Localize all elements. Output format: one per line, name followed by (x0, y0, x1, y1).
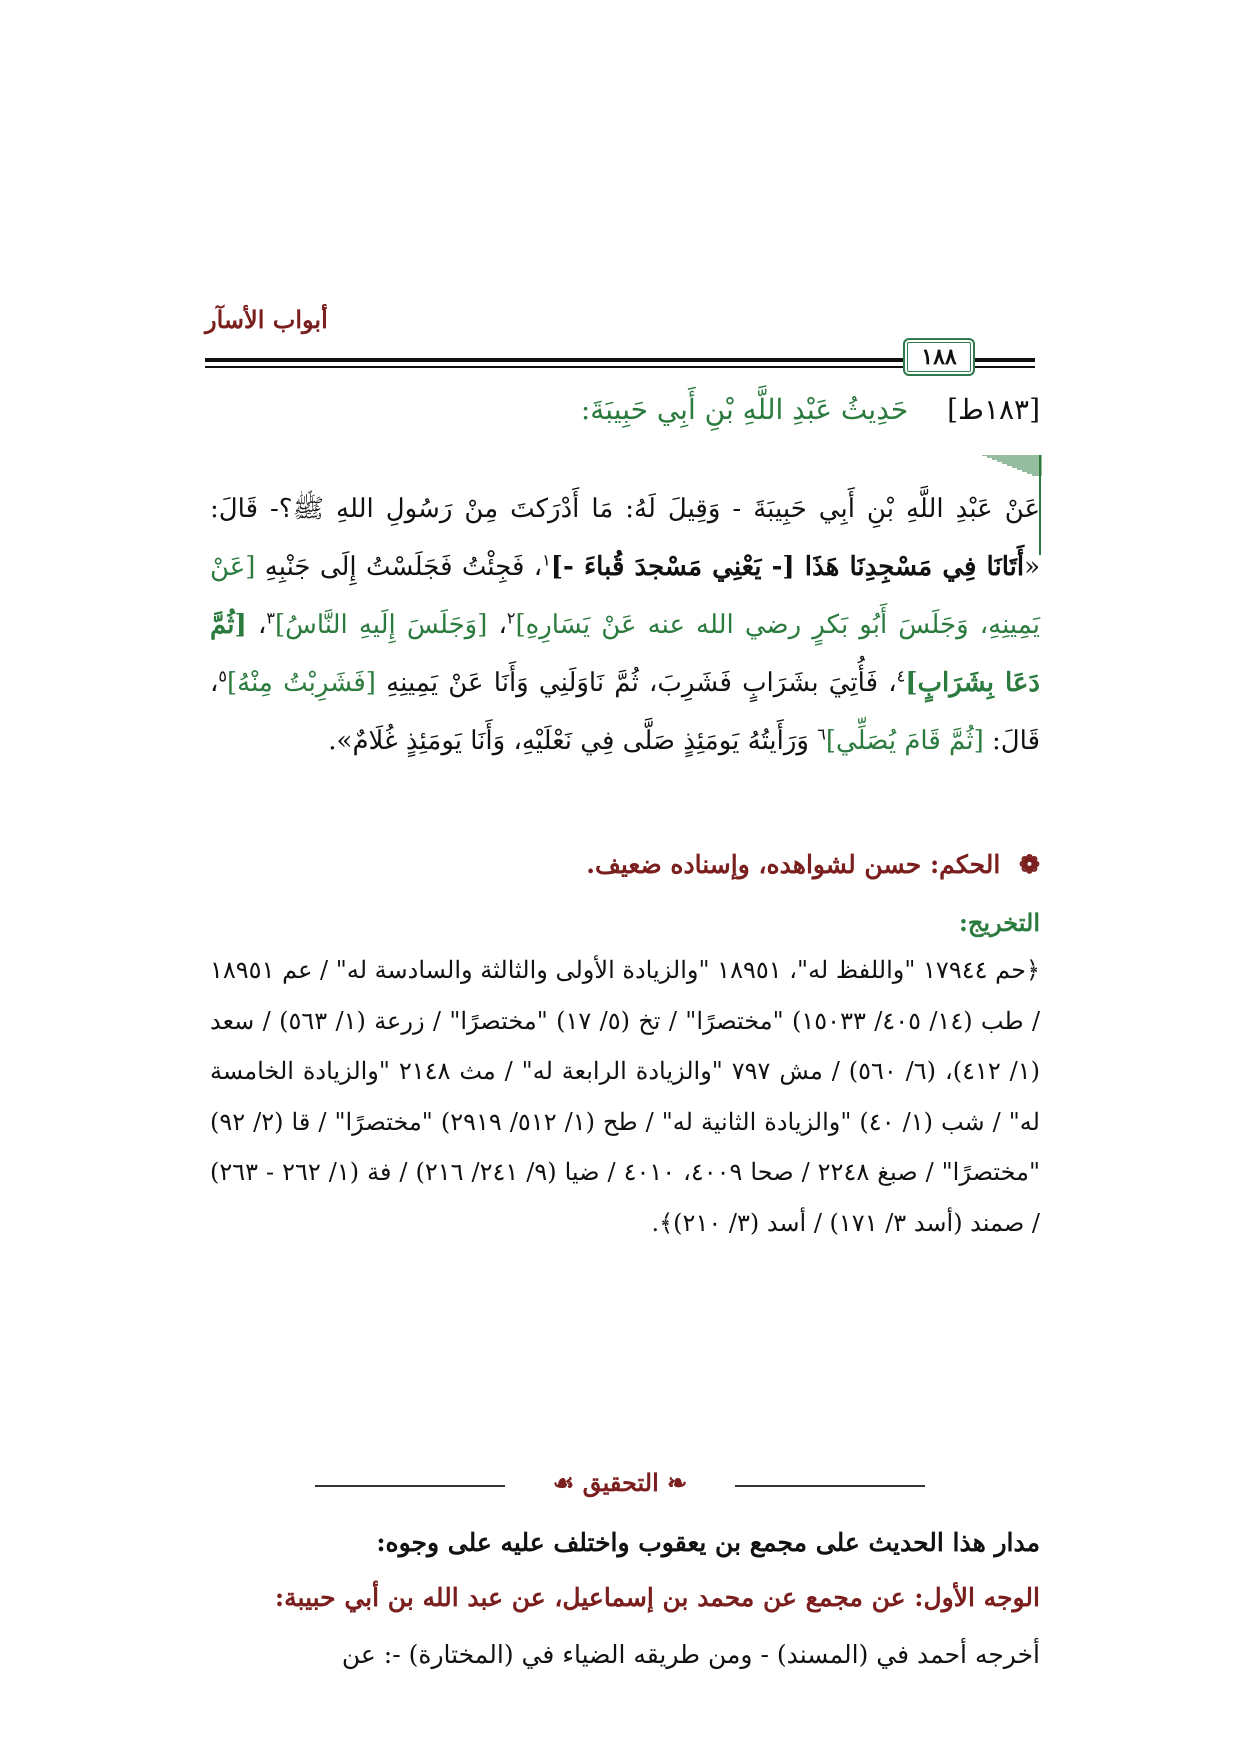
hadith-addition: [ثُمَّ قَامَ يُصَلِّي] (825, 726, 984, 756)
tahqiq-heading-text: التحقيق (582, 1468, 659, 1497)
hadith-addition: [وَجَلَسَ إِلَيهِ النَّاسُ] (274, 610, 488, 640)
hadith-text (210, 480, 1040, 770)
tahqiq-paragraph: أخرجه أحمد في (المسند) - ومن طريقه الضياء في (المختارة) -: عن (341, 1640, 1040, 1669)
footnote-marker: ٤ (896, 666, 906, 686)
running-title: أبواب الأسآر (205, 305, 328, 334)
page-number-badge (903, 338, 975, 376)
hadith-addition: [عَنْ يَمِينِهِ، وَجَلَسَ أَبُو بَكرٍ رضي الله عنه عَنْ يَسَارِهِ] (210, 552, 1041, 640)
footnote-marker: ٦ (817, 724, 826, 744)
takhrij-heading: التخريج: (959, 908, 1040, 937)
hadith-text-part: وَرَأَيتُهُ يَومَئِذٍ صَلَّى فِي نَعْلَيْهِ، وَأَنَا يَومَئِذٍ غُلَامٌ». (328, 726, 818, 756)
hadith-heading (210, 393, 1040, 426)
ornament-icon: ❧ (658, 1468, 688, 1497)
hadith-bold-part: أَتَانَا فِي مَسْجِدِنَا هَذَا [- يَعْنِي مَسْجدَ قُباءَ -] (550, 552, 1025, 582)
tahqiq-paragraph: مدار هذا الحديث على مجمع بن يعقوب واختلف عليه على وجوه: (376, 1528, 1040, 1557)
tahqiq-subheading: الوجه الأول: عن مجمع عن محمد بن إسماعيل، عن عبد الله بن أبي حبيبة: (274, 1583, 1040, 1612)
hadith-addition: [فَشَرِبْتُ مِنْهُ] (227, 668, 376, 698)
tahqiq-heading (505, 1468, 735, 1497)
ruling-value: حسن لشواهده، وإسناده ضعيف. (586, 850, 922, 879)
flower-ornament-icon: ❁ (1019, 850, 1040, 879)
ruling-label: الحكم: (929, 850, 1001, 879)
footnote-marker: ٣ (266, 608, 275, 628)
footnote-marker: ٢ (506, 608, 516, 628)
footnote-marker: ١ (542, 550, 551, 570)
ruling (210, 850, 1040, 879)
hadith-text-part: ، فَأُتِيَ بشَرَابٍ فَشَرِبَ، ثُمَّ نَاوَلَنِي وَأَنَا عَنْ يَمِينِهِ (375, 668, 897, 698)
hadith-title: حَدِيثُ عَبْدِ اللَّهِ بْنِ أَبِي حَبِيبَةَ: (580, 393, 909, 426)
divider-line-left (315, 1485, 505, 1487)
hadith-number: [١٨٣ط] (947, 393, 1040, 426)
hadith-text-part: ، قَالَ: (210, 668, 1040, 756)
hadith-text-part: عَنْ عَبْدِ اللَّهِ بْنِ أَبِي حَبِيبَةَ - وَقِيلَ لَهُ: مَا أَدْرَكتَ مِنْ رَسُولِ اللهِ ﷺ؟- قَالَ: « (210, 494, 1040, 582)
hadith-addition: [ثُمَّ دَعَا بِشَرَابٍ] (210, 610, 1041, 698)
hadith-text-part: ، (487, 610, 507, 640)
takhrij-text: ﴿حم ١٧٩٤٤ "واللفظ له"، ١٨٩٥١ "والزيادة الأولى والثالثة والسادسة له" / عم ١٨٩٥١ / طب (١٤/ ٤٠٥/ ١٥٠٣٣) "مختصرًا" / تخ (٥/ ١٧) "مختصرًا" / زرعة (١/ ٥٦٣) / سعد (١/ ٤١٢)، (٦/ ٥٦٠) / مش ٧٩٧ "والزيادة الرابعة له" / مث ٢١٤٨ "والزيادة الخامسة له" / شب (١/ ٤٠) "والزيادة الثانية له" / طح (١/ ٥١٢/ ٢٩١٩) "مختصرًا" / قا (٢/ ٩٢) "مختصرًا" / صبغ ٢٢٤٨ / صحا ٤٠٠٩، ٤٠١٠ / ضيا (٩/ ٢٤١/ ٢١٦) / فة (١/ ٢٦٢ - ٢٦٣) / صمند (أسد ٣/ ١٧١) / أسد (٣/ ٢١٠)﴾. (210, 956, 1041, 1237)
hadith-text-part: ، فَجِئْتُ فَجَلَسْتُ إِلَى جَنْبِهِ (255, 552, 543, 582)
section-divider (315, 1470, 925, 1500)
page-number: ١٨٨ (921, 344, 957, 370)
footnote-marker: ٥ (218, 666, 227, 686)
ornament-icon: ☙ (552, 1468, 583, 1497)
divider-line-right (735, 1485, 925, 1487)
hadith-text-part: ، (246, 610, 267, 640)
